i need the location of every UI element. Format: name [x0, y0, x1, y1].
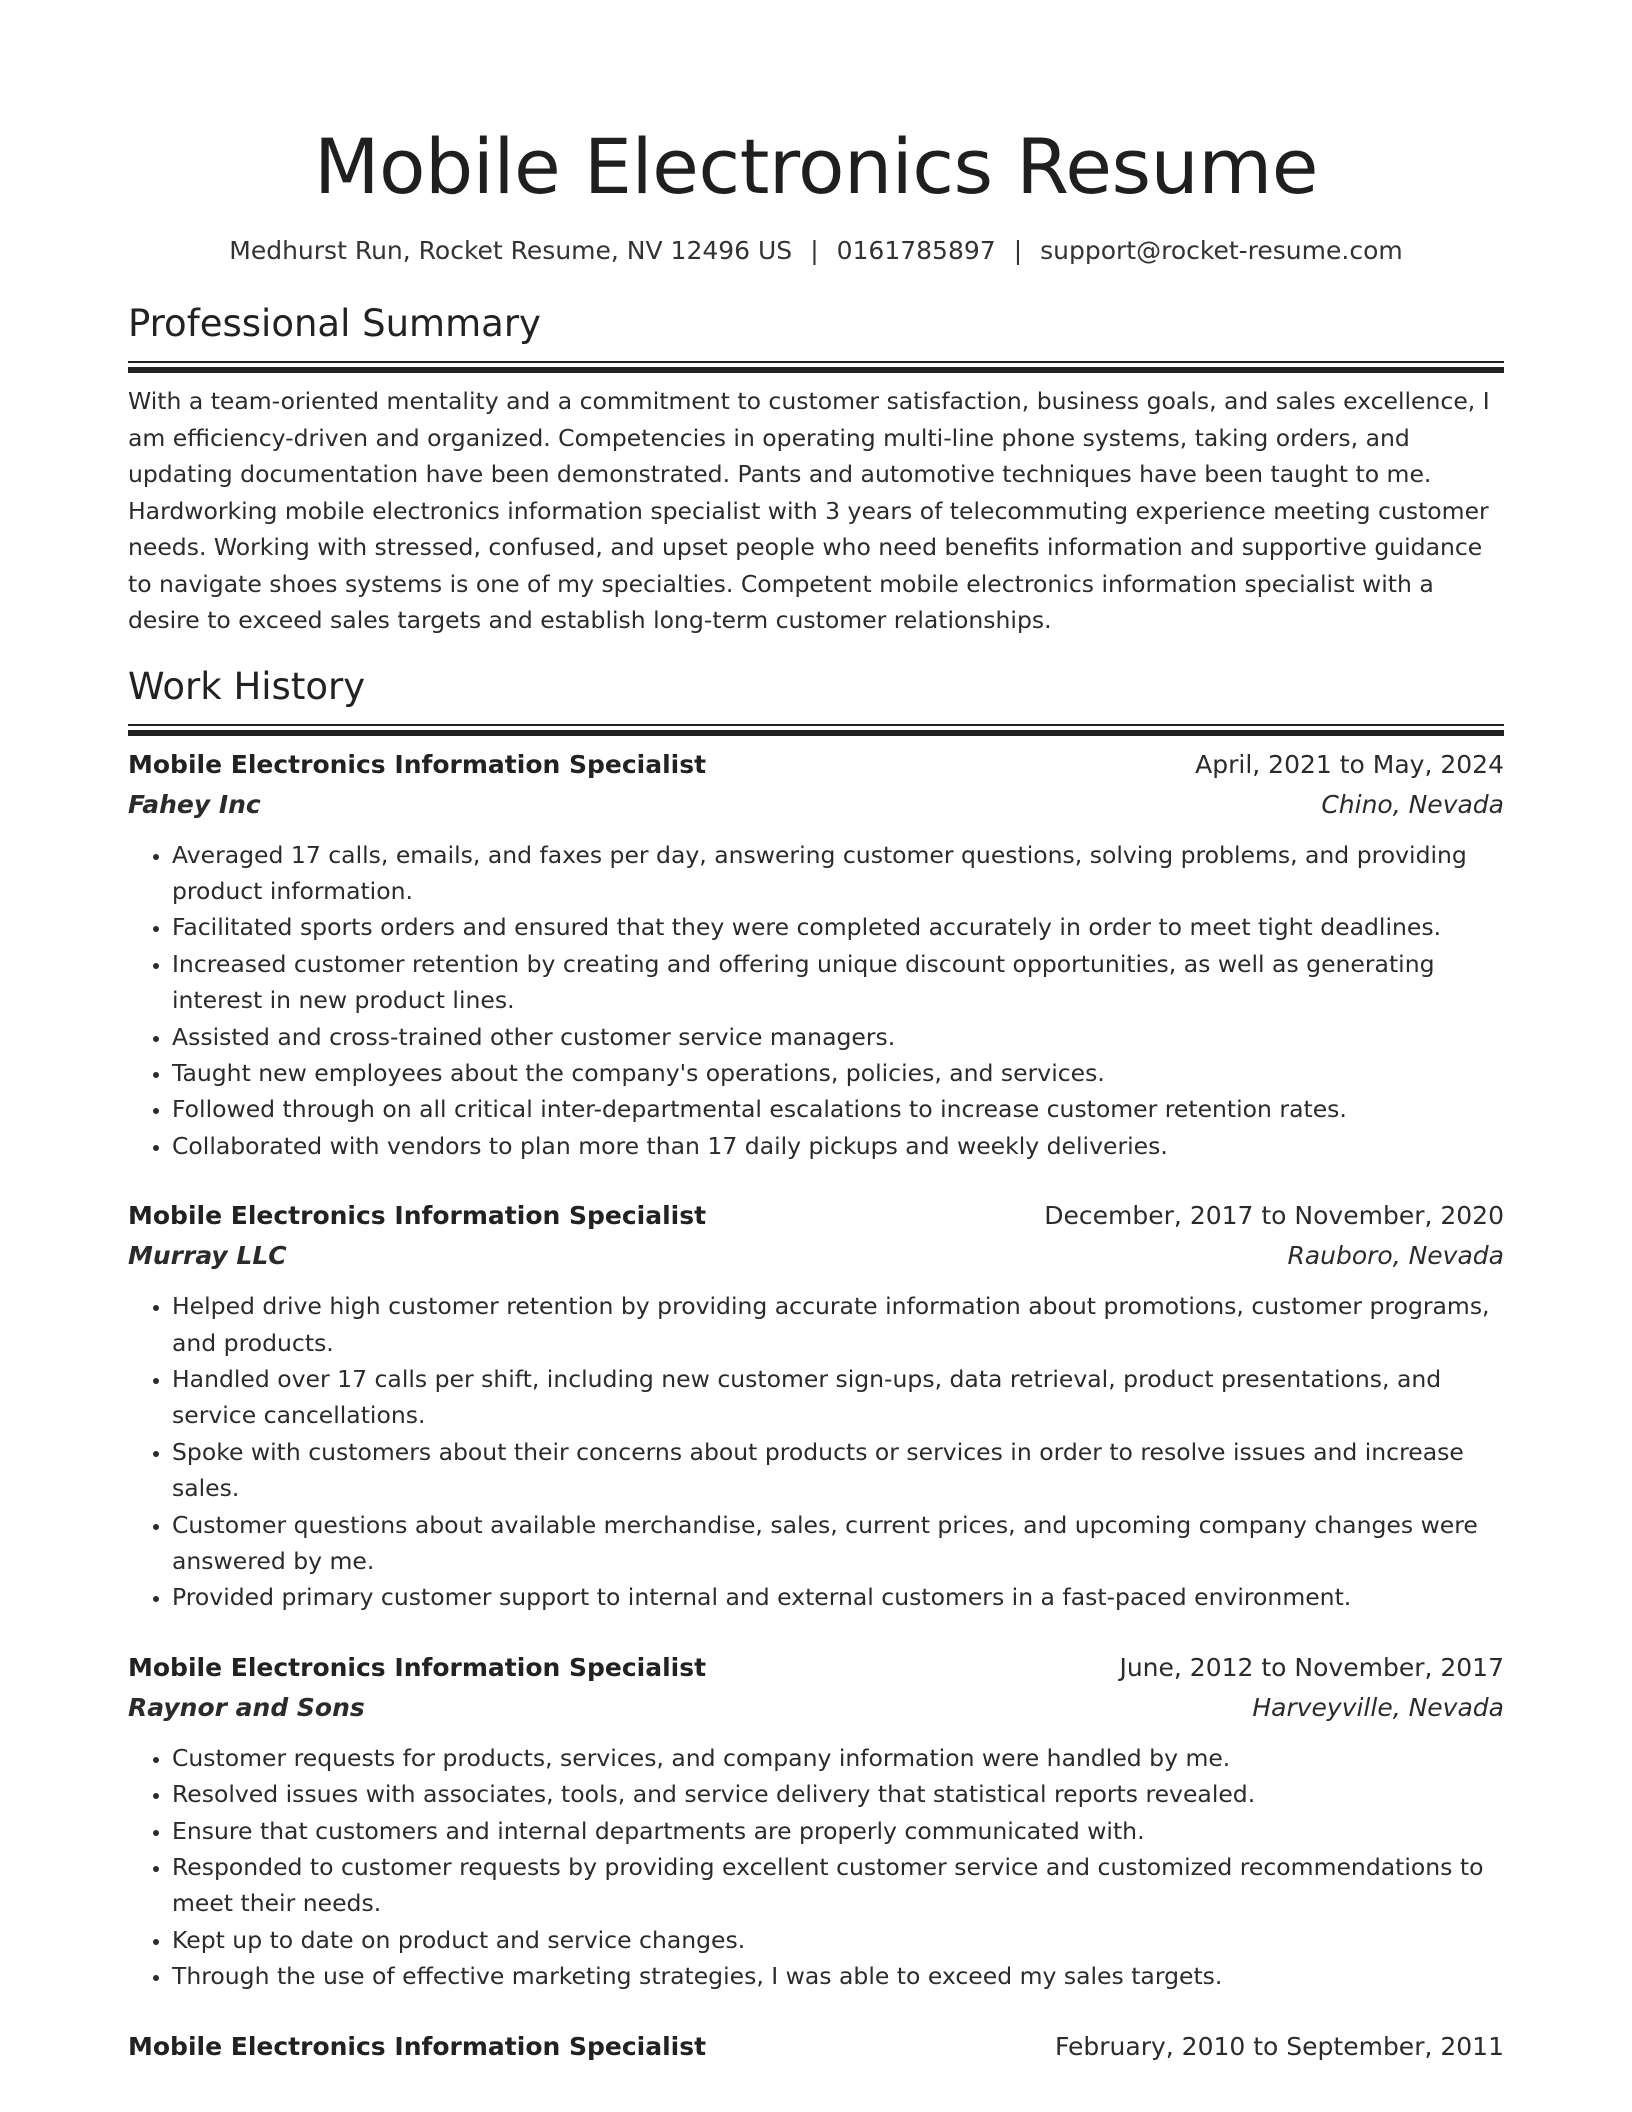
list-item: • Spoke with customers about their concerns about products or services in order to resolve issues and increase sales.	[172, 1434, 1504, 1507]
list-item: • Increased customer retention by creating and offering unique discount opportunities, as well as generating interest in new product lines.	[172, 946, 1504, 1019]
list-item: • Facilitated sports orders and ensured that they were completed accurately in order to meet tight deadlines.	[172, 909, 1504, 945]
job-bullets	[128, 1740, 1504, 1995]
list-item: • Helped drive high customer retention by providing accurate information about promotions, customer programs, and products.	[172, 1288, 1504, 1361]
job-dates: June, 2012 to November, 2017	[1119, 1652, 1504, 1682]
list-item: • Averaged 17 calls, emails, and faxes per day, answering customer questions, solving problems, and providing product information.	[172, 837, 1504, 910]
job-location: Rauboro, Nevada	[1287, 1241, 1504, 1271]
job-dates: December, 2017 to November, 2020	[1044, 1201, 1504, 1231]
job-header-row	[128, 1196, 1504, 1236]
list-item: • Responded to customer requests by providing excellent customer service and customized recommendations to meet their needs.	[172, 1849, 1504, 1922]
job-company: Murray LLC	[128, 1241, 287, 1271]
section-title-summary: Professional Summary	[128, 302, 541, 345]
list-item: • Customer questions about available merchandise, sales, current prices, and upcoming company changes were answered by me.	[172, 1507, 1504, 1580]
list-item: • Provided primary customer support to internal and external customers in a fast-paced environment.	[172, 1579, 1504, 1615]
contact-phone: 0161785897	[836, 236, 996, 265]
list-item: • Ensure that customers and internal departments are properly communicated with.	[172, 1813, 1504, 1849]
job-dates: April, 2021 to May, 2024	[1195, 749, 1504, 779]
job-entry	[128, 1648, 1504, 1995]
job-company: Raynor and Sons	[128, 1692, 365, 1722]
section-divider	[128, 724, 1504, 730]
job-title: Mobile Electronics Information Specialist	[128, 1201, 707, 1231]
list-item: • Handled over 17 calls per shift, including new customer sign-ups, data retrieval, product presentations, and service cancellations.	[172, 1361, 1504, 1434]
section-divider	[128, 361, 1504, 367]
job-header-row	[128, 745, 1504, 785]
list-item: • Through the use of effective marketing strategies, I was able to exceed my sales targets.	[172, 1958, 1504, 1994]
job-title: Mobile Electronics Information Specialist	[128, 2031, 707, 2061]
resume-page	[128, 0, 1504, 2067]
list-item: • Collaborated with vendors to plan more than 17 daily pickups and weekly deliveries.	[172, 1128, 1504, 1164]
summary-text: With a team-oriented mentality and a commitment to customer satisfaction, business goals, and sales excellence, I am efficiency-driven and organized. Competencies in operating multi-line phone systems, taking orders, and updating documentation have been demonstrated. Pants and automotive techniques have been taught to me. Hardworking mobile electronics information specialist with 3 years of telecommuting experience meeting customer needs. Working with stressed, confused, and upset people who need benefits information and supportive guidance to navigate shoes systems is one of my specialties. Competent mobile electronics information specialist with a desire to exceed sales targets and establish long-term customer relationships.	[128, 387, 1490, 634]
contact-separator: |	[810, 236, 819, 265]
work-history-section	[128, 662, 1504, 2067]
job-location: Chino, Nevada	[1321, 789, 1504, 819]
job-bullets	[128, 837, 1504, 1165]
list-item: • Followed through on all critical inter-departmental escalations to increase customer retention rates.	[172, 1091, 1504, 1127]
job-entry	[128, 2027, 1504, 2067]
contact-line	[128, 234, 1504, 268]
job-title: Mobile Electronics Information Specialist	[128, 749, 707, 779]
job-entry	[128, 745, 1504, 1165]
list-item: • Resolved issues with associates, tools, and service delivery that statistical reports revealed.	[172, 1776, 1504, 1812]
list-item: • Customer requests for products, services, and company information were handled by me.	[172, 1740, 1504, 1776]
job-company-row	[128, 1236, 1504, 1276]
summary-section	[128, 299, 1504, 639]
job-bullets	[128, 1288, 1504, 1616]
job-title: Mobile Electronics Information Specialist	[128, 1652, 707, 1682]
job-header-row	[128, 1648, 1504, 1688]
job-company-row	[128, 785, 1504, 825]
job-entry	[128, 1196, 1504, 1616]
list-item: • Taught new employees about the company's operations, policies, and services.	[172, 1055, 1504, 1091]
job-company: Fahey Inc	[128, 789, 261, 819]
section-title-work-history: Work History	[128, 664, 366, 708]
list-item: • Kept up to date on product and service changes.	[172, 1922, 1504, 1958]
list-item: • Assisted and cross-trained other customer service managers.	[172, 1019, 1504, 1055]
job-company-row	[128, 1688, 1504, 1728]
job-dates: February, 2010 to September, 2011	[1055, 2031, 1504, 2061]
job-header-row	[128, 2027, 1504, 2067]
contact-address: Medhurst Run, Rocket Resume, NV 12496 US	[229, 236, 793, 265]
contact-separator: |	[1013, 236, 1023, 265]
contact-email: support@rocket-resume.com	[1040, 236, 1403, 265]
job-location: Harveyville, Nevada	[1252, 1692, 1504, 1722]
resume-title: Mobile Electronics Resume	[313, 122, 1319, 211]
